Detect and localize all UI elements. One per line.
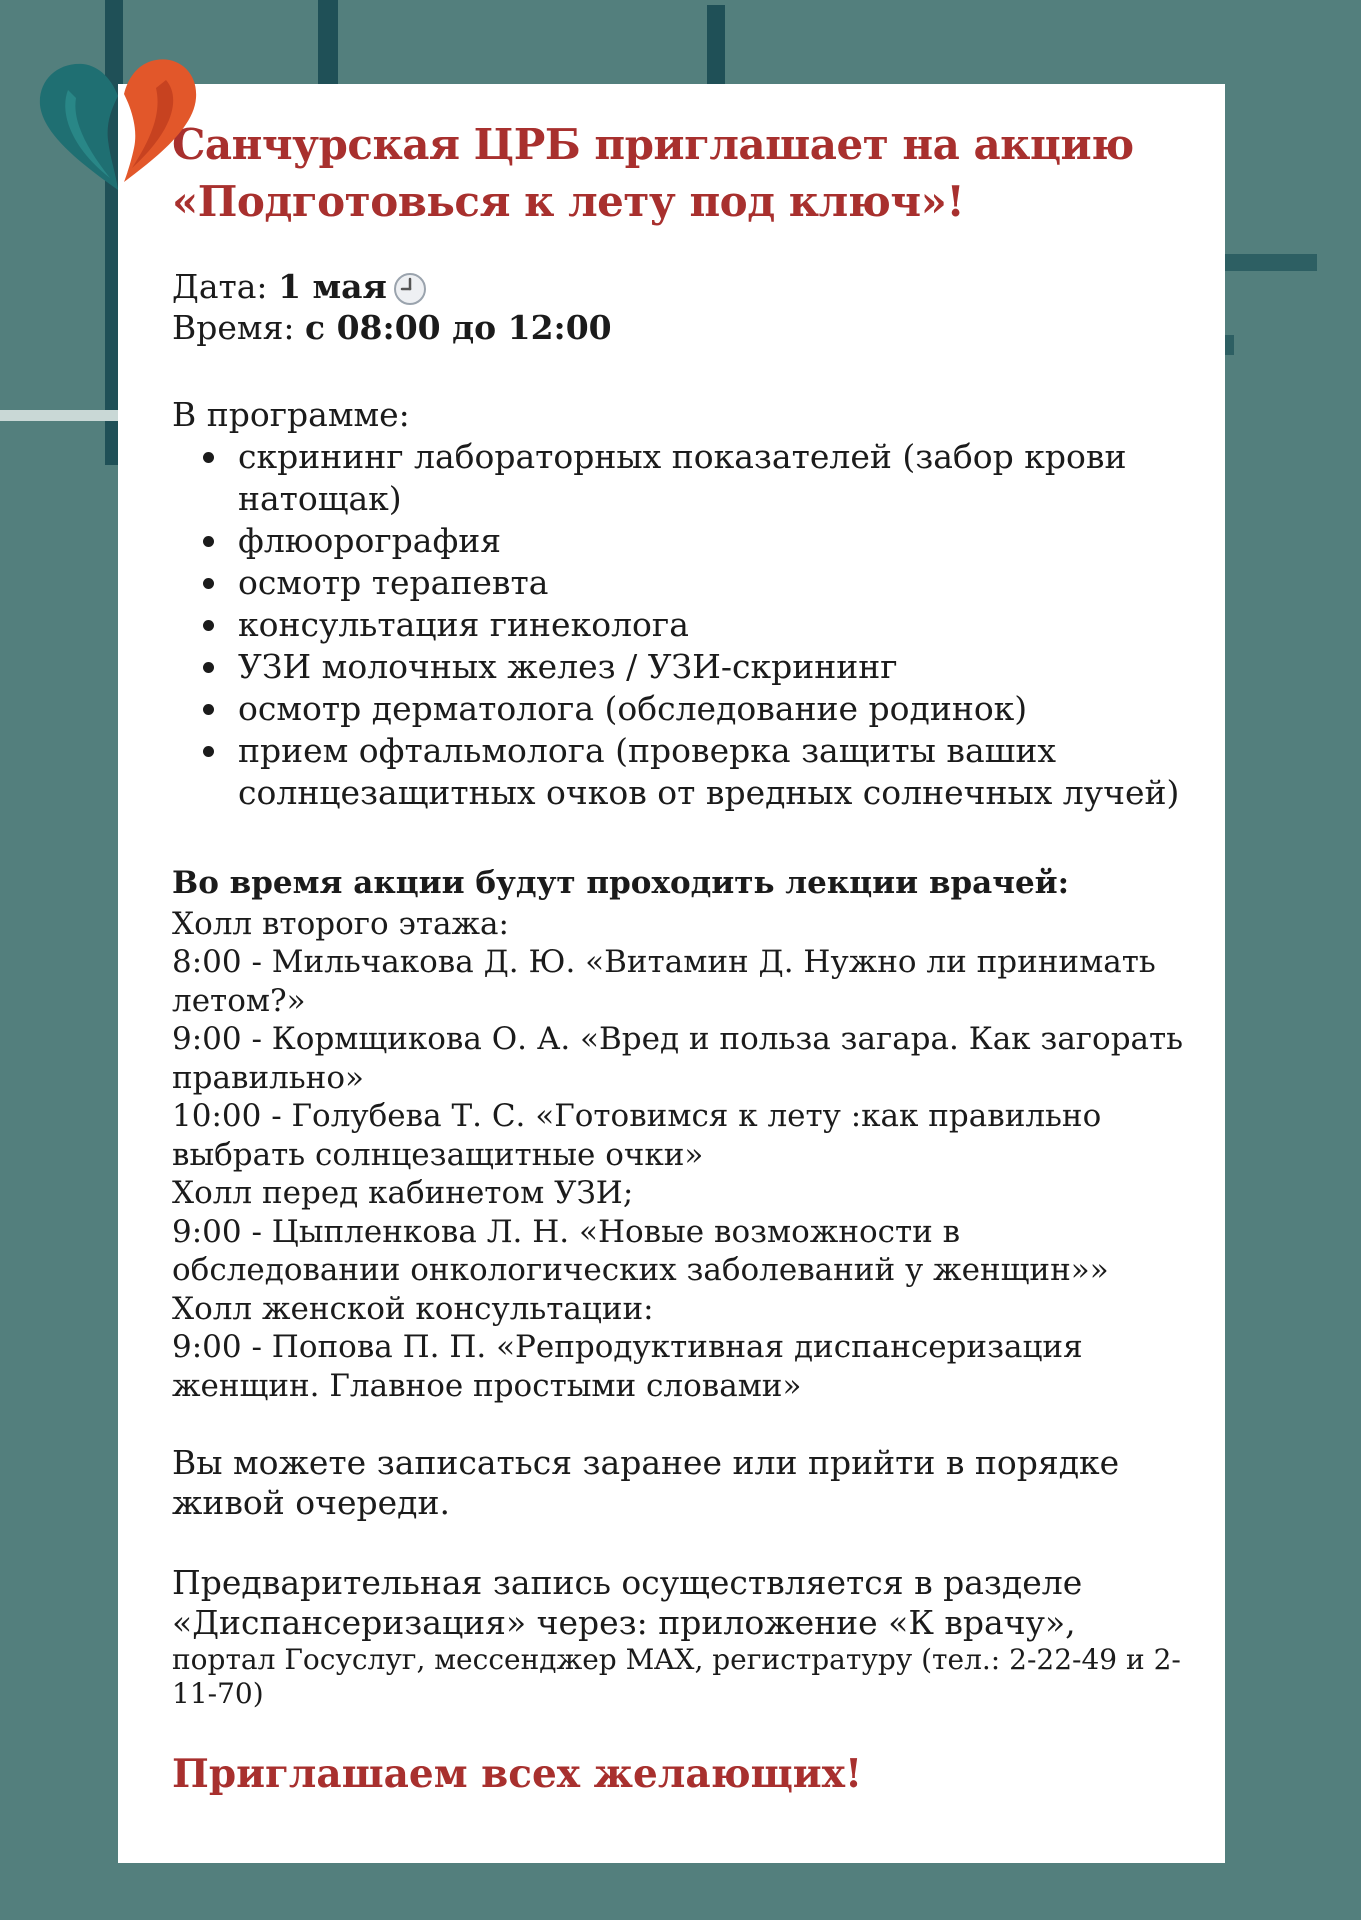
list-item: скрининг лабораторных показателей (забор крови натощак) bbox=[238, 436, 1195, 520]
lecture-line: Холл перед кабинетом УЗИ; bbox=[172, 1175, 634, 1211]
lecture-line: 10:00 - Голубева Т. С. «Готовимся к лету :как правильно выбрать солнцезащитные очки» bbox=[172, 1098, 1102, 1173]
lecture-line: Холл второго этажа: bbox=[172, 905, 509, 942]
list-item: УЗИ молочных желез / УЗИ-скрининг bbox=[238, 646, 1195, 688]
lectures-section bbox=[172, 864, 1195, 1405]
booking-details: портал Госуслуг, мессенджер MAX, регистратуру (тел.: 2-22-49 и 2-11-70) bbox=[172, 1643, 1181, 1710]
list-item: консультация гинеколога bbox=[238, 604, 1195, 646]
page-title bbox=[172, 116, 1195, 230]
background-bar bbox=[707, 5, 725, 90]
heart-logo-icon bbox=[28, 50, 208, 200]
time-row bbox=[172, 307, 1195, 348]
date-label: Дата: bbox=[172, 267, 268, 306]
booking-info bbox=[172, 1563, 1195, 1711]
lecture-line: 9:00 - Кормщикова О. А. «Вред и польза загара. Как загорать правильно» bbox=[172, 1021, 1184, 1096]
time-value: с 08:00 до 12:00 bbox=[305, 308, 612, 347]
list-item: флюорография bbox=[238, 520, 1195, 562]
booking-main: Предварительная запись осуществляется в разделе «Диспансеризация» через: приложение «К врачу», bbox=[172, 1563, 1083, 1642]
date-value: 1 мая bbox=[278, 267, 387, 306]
lecture-line: 9:00 - Цыпленкова Л. Н. «Новые возможности в обследовании онкологических заболеваний у женщин»» bbox=[172, 1213, 1109, 1288]
background-bar bbox=[318, 0, 338, 90]
title-line: «Подготовься к лету под ключ»! bbox=[172, 177, 965, 226]
title-line: Санчурская ЦРБ приглашает на акцию bbox=[172, 120, 1134, 169]
list-item: осмотр дерматолога (обследование родинок) bbox=[238, 688, 1195, 730]
program-list bbox=[172, 436, 1195, 814]
lecture-line: 9:00 - Попова П. П. «Репродуктивная диспансеризация женщин. Главное простыми словами» bbox=[172, 1329, 1083, 1404]
invite-footer: Приглашаем всех желающих! bbox=[172, 1751, 863, 1797]
lecture-line: 8:00 - Мильчакова Д. Ю. «Витамин Д. Нужно ли принимать летом?» bbox=[172, 944, 1156, 1019]
lectures-heading: Во время акции будут проходить лекции врачей: bbox=[172, 865, 1070, 901]
program-section bbox=[172, 394, 1195, 814]
date-row bbox=[172, 266, 1195, 307]
list-item: прием офтальмолога (проверка защиты ваших солнцезащитных очков от вредных солнечных лучей) bbox=[238, 730, 1195, 814]
background-bar bbox=[1222, 254, 1317, 271]
background-bar bbox=[0, 410, 120, 421]
event-info bbox=[172, 266, 1195, 348]
announcement-card bbox=[118, 84, 1225, 1863]
program-label: В программе: bbox=[172, 395, 410, 434]
time-label: Время: bbox=[172, 308, 295, 347]
clock-icon bbox=[393, 272, 427, 306]
lecture-line: Холл женской консультации: bbox=[172, 1290, 654, 1327]
list-item: осмотр терапевта bbox=[238, 562, 1195, 604]
registration-note: Вы можете записаться заранее или прийти в порядке живой очереди. bbox=[172, 1443, 1120, 1522]
